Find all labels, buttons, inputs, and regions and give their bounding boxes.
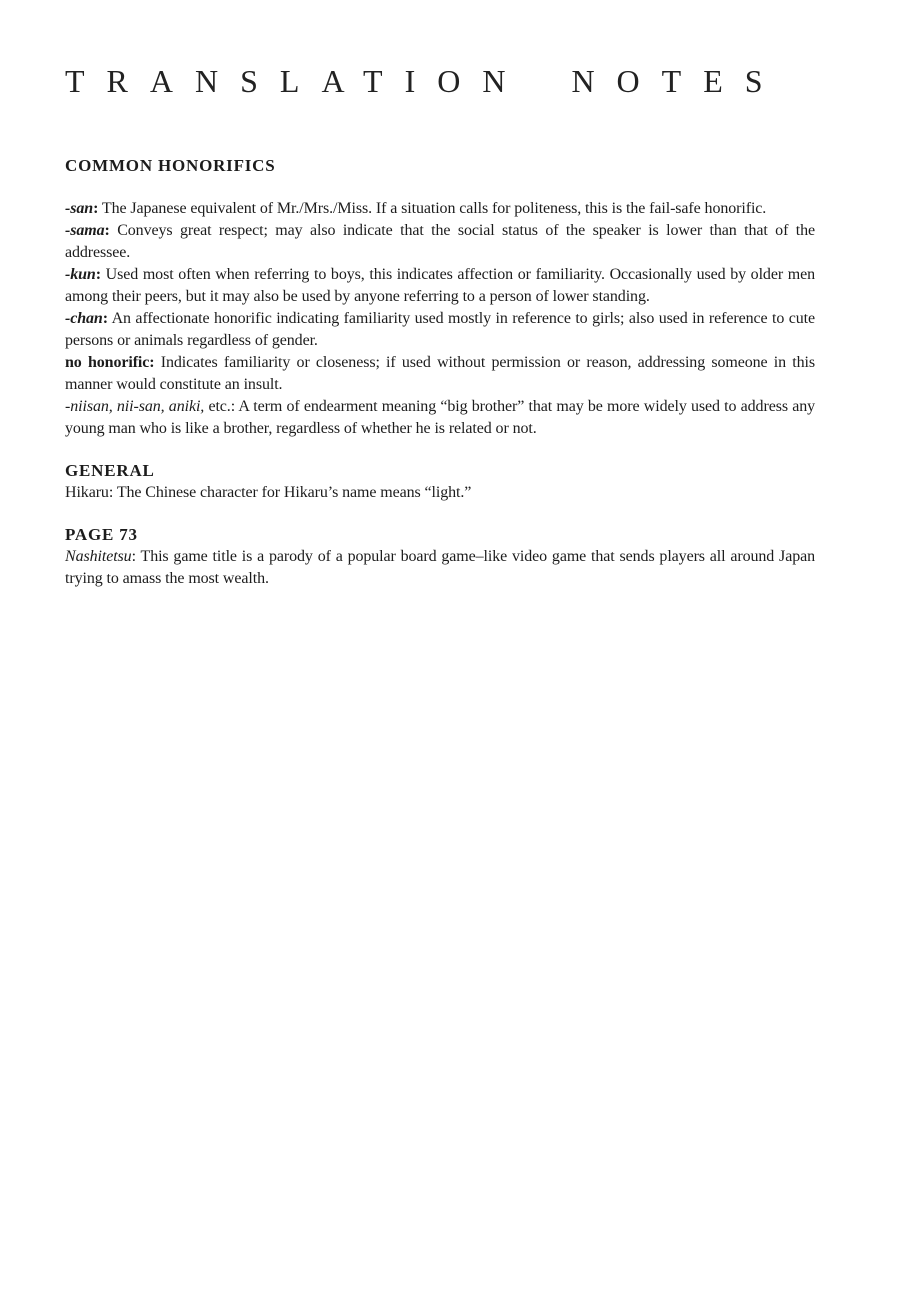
- page73-entry-nashitetsu: [65, 546, 815, 590]
- page-title: TRANSLATION NOTES: [65, 63, 785, 99]
- term-separator: :: [93, 200, 99, 217]
- term-separator: :: [108, 484, 114, 501]
- term-separator: :: [149, 354, 155, 371]
- section-heading-common-honorifics: COMMON HONORIFICS: [65, 156, 276, 175]
- section-page-73: [65, 524, 815, 590]
- entry-text: A term of endearment meaning “big brother” that may be more widely used to address any young man who is like a brother, regardless of whether he is related or not.: [65, 398, 816, 437]
- entry-text: Conveys great respect; may also indicate that the social status of the speaker is lower than that of the addressee.: [65, 222, 815, 261]
- honorific-term: -niisan, nii-san, aniki,: [65, 398, 205, 415]
- honorific-term: no honorific: [65, 354, 150, 371]
- entry-text: This game title is a parody of a popular board game–like video game that sends players all around Japan trying to amass the most wealth.: [65, 548, 815, 587]
- honorific-term: -sama: [65, 222, 105, 239]
- honorific-entry-kun: [65, 264, 815, 308]
- section-general: [65, 460, 815, 504]
- entry-text: Indicates familiarity or closeness; if used without permission or reason, addressing someone in this manner would constitute an insult.: [65, 354, 815, 393]
- general-entry-hikaru: [65, 482, 815, 504]
- entry-term: Nashitetsu: [65, 548, 132, 565]
- term-separator: :: [104, 222, 110, 239]
- honorific-entry-chan: [65, 308, 815, 352]
- term-separator: :: [102, 310, 108, 327]
- honorific-entry-san: [65, 198, 815, 220]
- entry-text: The Chinese character for Hikaru’s name means “light.”: [113, 484, 472, 501]
- section-heading-general: GENERAL: [65, 461, 155, 480]
- term-separator: etc.:: [204, 398, 236, 415]
- honorific-entry-sama: [65, 220, 815, 264]
- section-heading-page-73: PAGE 73: [65, 525, 138, 544]
- term-separator: :: [95, 266, 101, 283]
- entry-term: Hikaru: [65, 484, 109, 501]
- honorific-term: -kun: [65, 266, 96, 283]
- honorific-term: -san: [65, 200, 94, 217]
- term-separator: :: [131, 548, 136, 565]
- entry-text: The Japanese equivalent of Mr./Mrs./Miss. If a situation calls for politeness, this is the fail-safe honorific.: [98, 200, 767, 217]
- entry-text: An affectionate honorific indicating familiarity used mostly in reference to girls; also used in reference to cute persons or animals regardless of gender.: [65, 310, 815, 349]
- entry-text: Used most often when referring to boys, this indicates affection or familiarity. Occasionally used by older men among their peers, but it may also be used by anyone referring to a person of lower standing.: [65, 266, 815, 305]
- honorific-term: -chan: [65, 310, 103, 327]
- honorific-entry-niisan: [65, 396, 815, 440]
- honorific-entry-no-honorific: [65, 352, 815, 396]
- section-common-honorifics: [65, 155, 815, 440]
